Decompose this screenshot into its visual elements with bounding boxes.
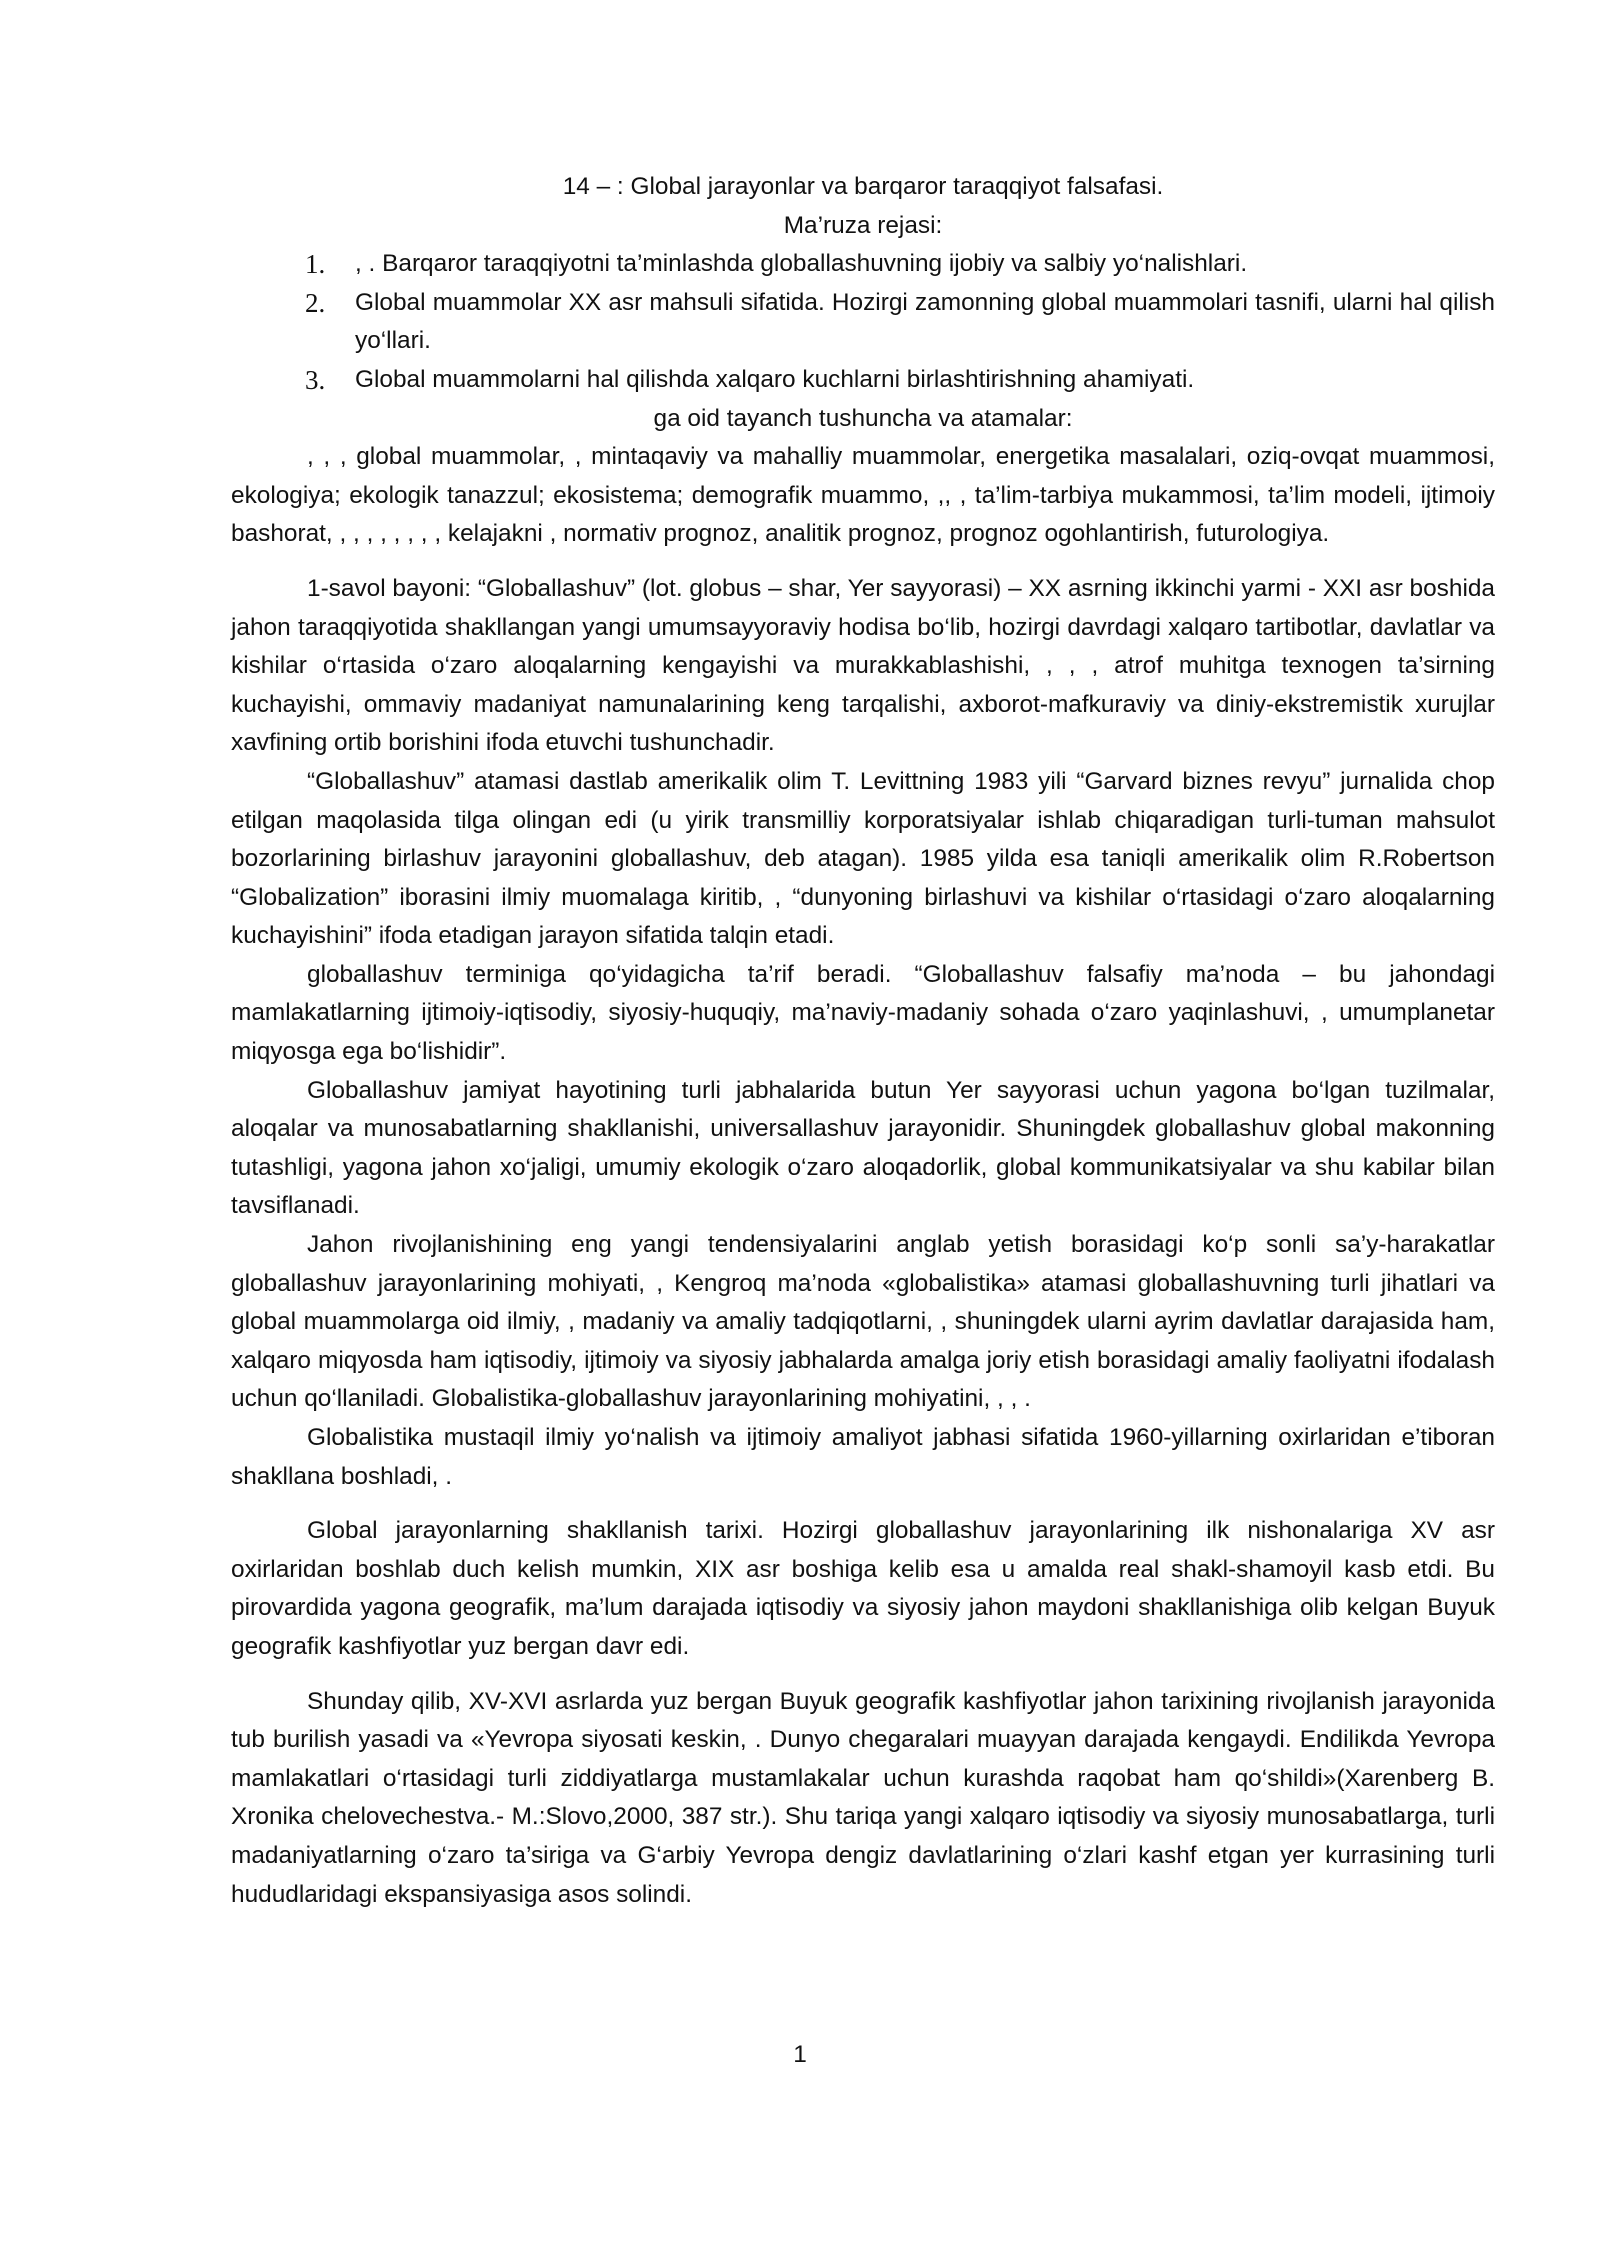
lecture-plan-list — [231, 245, 1495, 399]
body-paragraph: Jahon rivojlanishining eng yangi tendensiyalarini anglab yetish borasidagi ko‘p sonli sa’y-harakatlar globallashuv jarayonlarining mohiyati, , Kengroq ma’noda «globalistika» atamasi globallashuvning turli jihatlari va global muammolarga oid ilmiy, , madaniy va amaliy tadqiqotlarni, , shuningdek ularni ayrim davlatlar darajasida ham, xalqaro miqyosda ham iqtisodiy, ijtimoiy va siyosiy jabhalarda amalga joriy etish borasidagi amaliy faoliyatni ifodalash uchun qo‘llaniladi. Globalistika-globallashuv jarayonlarining mohiyatini, , , . — [231, 1231, 1495, 1413]
body-paragraph: 1-savol bayoni: “Globallashuv” (lot. globus – shar, Yer sayyorasi) – XX asrning ikkinchi yarmi - XXI asr boshida jahon taraqqiyotida shakllangan yangi umumsayyoraviy hodisa bo‘lib, hozirgi davrdagi xalqaro tartibotlar, davlatlar va kishilar o‘rtasida o‘zaro aloqalarning kengayishi va murakkablashishi, , , , atrof muhitga texnogen ta’sirning kuchayishi, ommaviy madaniyat namunalarining keng tarqalishi, axborot-mafkuraviy va diniy-ekstremistik xurujlar xavfining ortib borishini ifoda etuvchi tushunchadir. — [231, 574, 1495, 757]
terms-heading: ga oid tayanch tushuncha va atamalar: — [653, 404, 1073, 432]
plan-item-number: 2. — [305, 287, 326, 318]
plan-item-text: , . Barqaror taraqqiyotni ta’minlashda globallashuvning ijobiy va salbiy yo‘nalishlari. — [355, 250, 1248, 278]
body-paragraph: Shunday qilib, XV-XVI asrlarda yuz bergan Buyuk geografik kashfiyotlar jahon tarixining rivojlanish jarayonida tub burilish yasadi va «Yevropa siyosati keskin, . Dunyo chegaralari muayyan darajada kengaydi. Endilikda Yevropa mamlakatlari o‘rtasidagi turli ziddiyatlarga mustamlakalar uchun kurashda raqobat ham qo‘shildi»(Xarenberg B. Xronika chelovechestva.- M.:Slovo,2000, 387 str.). Shu tariqa yangi xalqaro iqtisodiy va siyosiy munosabatlarga, turli madaniyatlarning o‘zaro ta’siriga va G‘arbiy Yevropa dengiz davlatlarining o‘zlari kashf etgan yer kurrasining turli hududlaridagi ekspansiyasiga asos solindi. — [231, 1687, 1495, 1908]
plan-item — [231, 361, 1495, 400]
plan-item-text: Global muammolarni hal qilishda xalqaro kuchlarni birlashtirishning ahamiyati. — [355, 365, 1195, 393]
plan-item — [231, 245, 1495, 284]
plan-item — [231, 284, 1495, 361]
plan-heading: Ma’ruza rejasi: — [783, 211, 943, 239]
body-paragraph: globallashuv terminiga qo‘yidagicha ta’rif beradi. “Globallashuv falsafiy ma’noda – bu jahondagi mamlakatlarning ijtimoiy-iqtisodiy, siyosiy-huquqiy, ma’naviy-madaniy sohada o‘zaro yaqinlashuvi, , umumplanetar miqyosga ega bo‘lishidir”. — [231, 960, 1495, 1066]
plan-item-number: 3. — [305, 364, 326, 395]
page-number: 1 — [793, 2041, 807, 2068]
body-paragraph: “Globallashuv” atamasi dastlab amerikalik olim T. Levittning 1983 yili “Garvard biznes revyu” jurnalida chop etilgan maqolasida tilga olingan edi (u yirik transmilliy korporatsiyalar ishlab chiqaradigan turli-tuman mahsulot bozorlarining birlashuv jarayonini globallashuv, deb atagan). 1985 yilda esa taniqli amerikalik olim R.Robertson “Globalization” iborasini ilmiy muomalaga kiritib, , “dunyoning birlashuvi va kishilar o‘rtasidagi o‘zaro aloqalarning kuchayishini” ifoda etadigan jarayon sifatida talqin etadi. — [231, 767, 1495, 950]
plan-item-number: 1. — [305, 249, 326, 280]
body-paragraph: Globallashuv jamiyat hayotining turli jabhalarida butun Yer sayyorasi uchun yagona bo‘lgan tuzilmalar, aloqalar va munosabatlarning shakllanishi, universallashuv jarayonidir. Shuningdek globallashuv global makonning tutashligi, yagona jahon xo‘jaligi, umumiy ekologik o‘zaro aloqadorlik, global kommunikatsiyalar va shu kabilar bilan tavsiflanadi. — [231, 1076, 1495, 1220]
body-paragraph: Global jarayonlarning shakllanish tarixi. Hozirgi globallashuv jarayonlarining ilk nishonalariga XV asr oxirlaridan boshlab duch kelish mumkin, XIX asr boshiga kelib esa u amalda real shakl-shamoyil kasb etdi. Bu pirovardida yagona geografik, ma’lum darajada iqtisodiy va siyosiy jahon maydoni shakllanishiga olib kelgan Buyuk geografik kashfiyotlar yuz bergan davr edi. — [231, 1517, 1495, 1660]
terms-paragraph: , , , global muammolar, , mintaqaviy va mahalliy muammolar, energetika masalalari, oziq-ovqat muammosi, ekologiya; ekologik tanazzul; ekosistema; demografik muammo, ,, , ta’lim-tarbiya mukammosi, ta’lim modeli, ijtimoiy bashorat, , , , , , , , , kelajakni , normativ prognoz, analitik prognoz, prognoz ogohlantirish, futurologiya. — [231, 443, 1495, 548]
plan-item-text: Global muammolar XX asr mahsuli sifatida. Hozirgi zamonning global muammolari tasnifi, ularni hal qilish yo‘llari. — [355, 288, 1495, 355]
body-paragraph: Globalistika mustaqil ilmiy yo‘nalish va ijtimoiy amaliyot jabhasi sifatida 1960-yillarning oxirlaridan e’tiboran shakllana boshladi, . — [231, 1424, 1495, 1490]
lecture-title: 14 – : Global jarayonlar va barqaror taraqqiyot falsafasi. — [562, 173, 1164, 200]
page-content — [231, 168, 1495, 1914]
